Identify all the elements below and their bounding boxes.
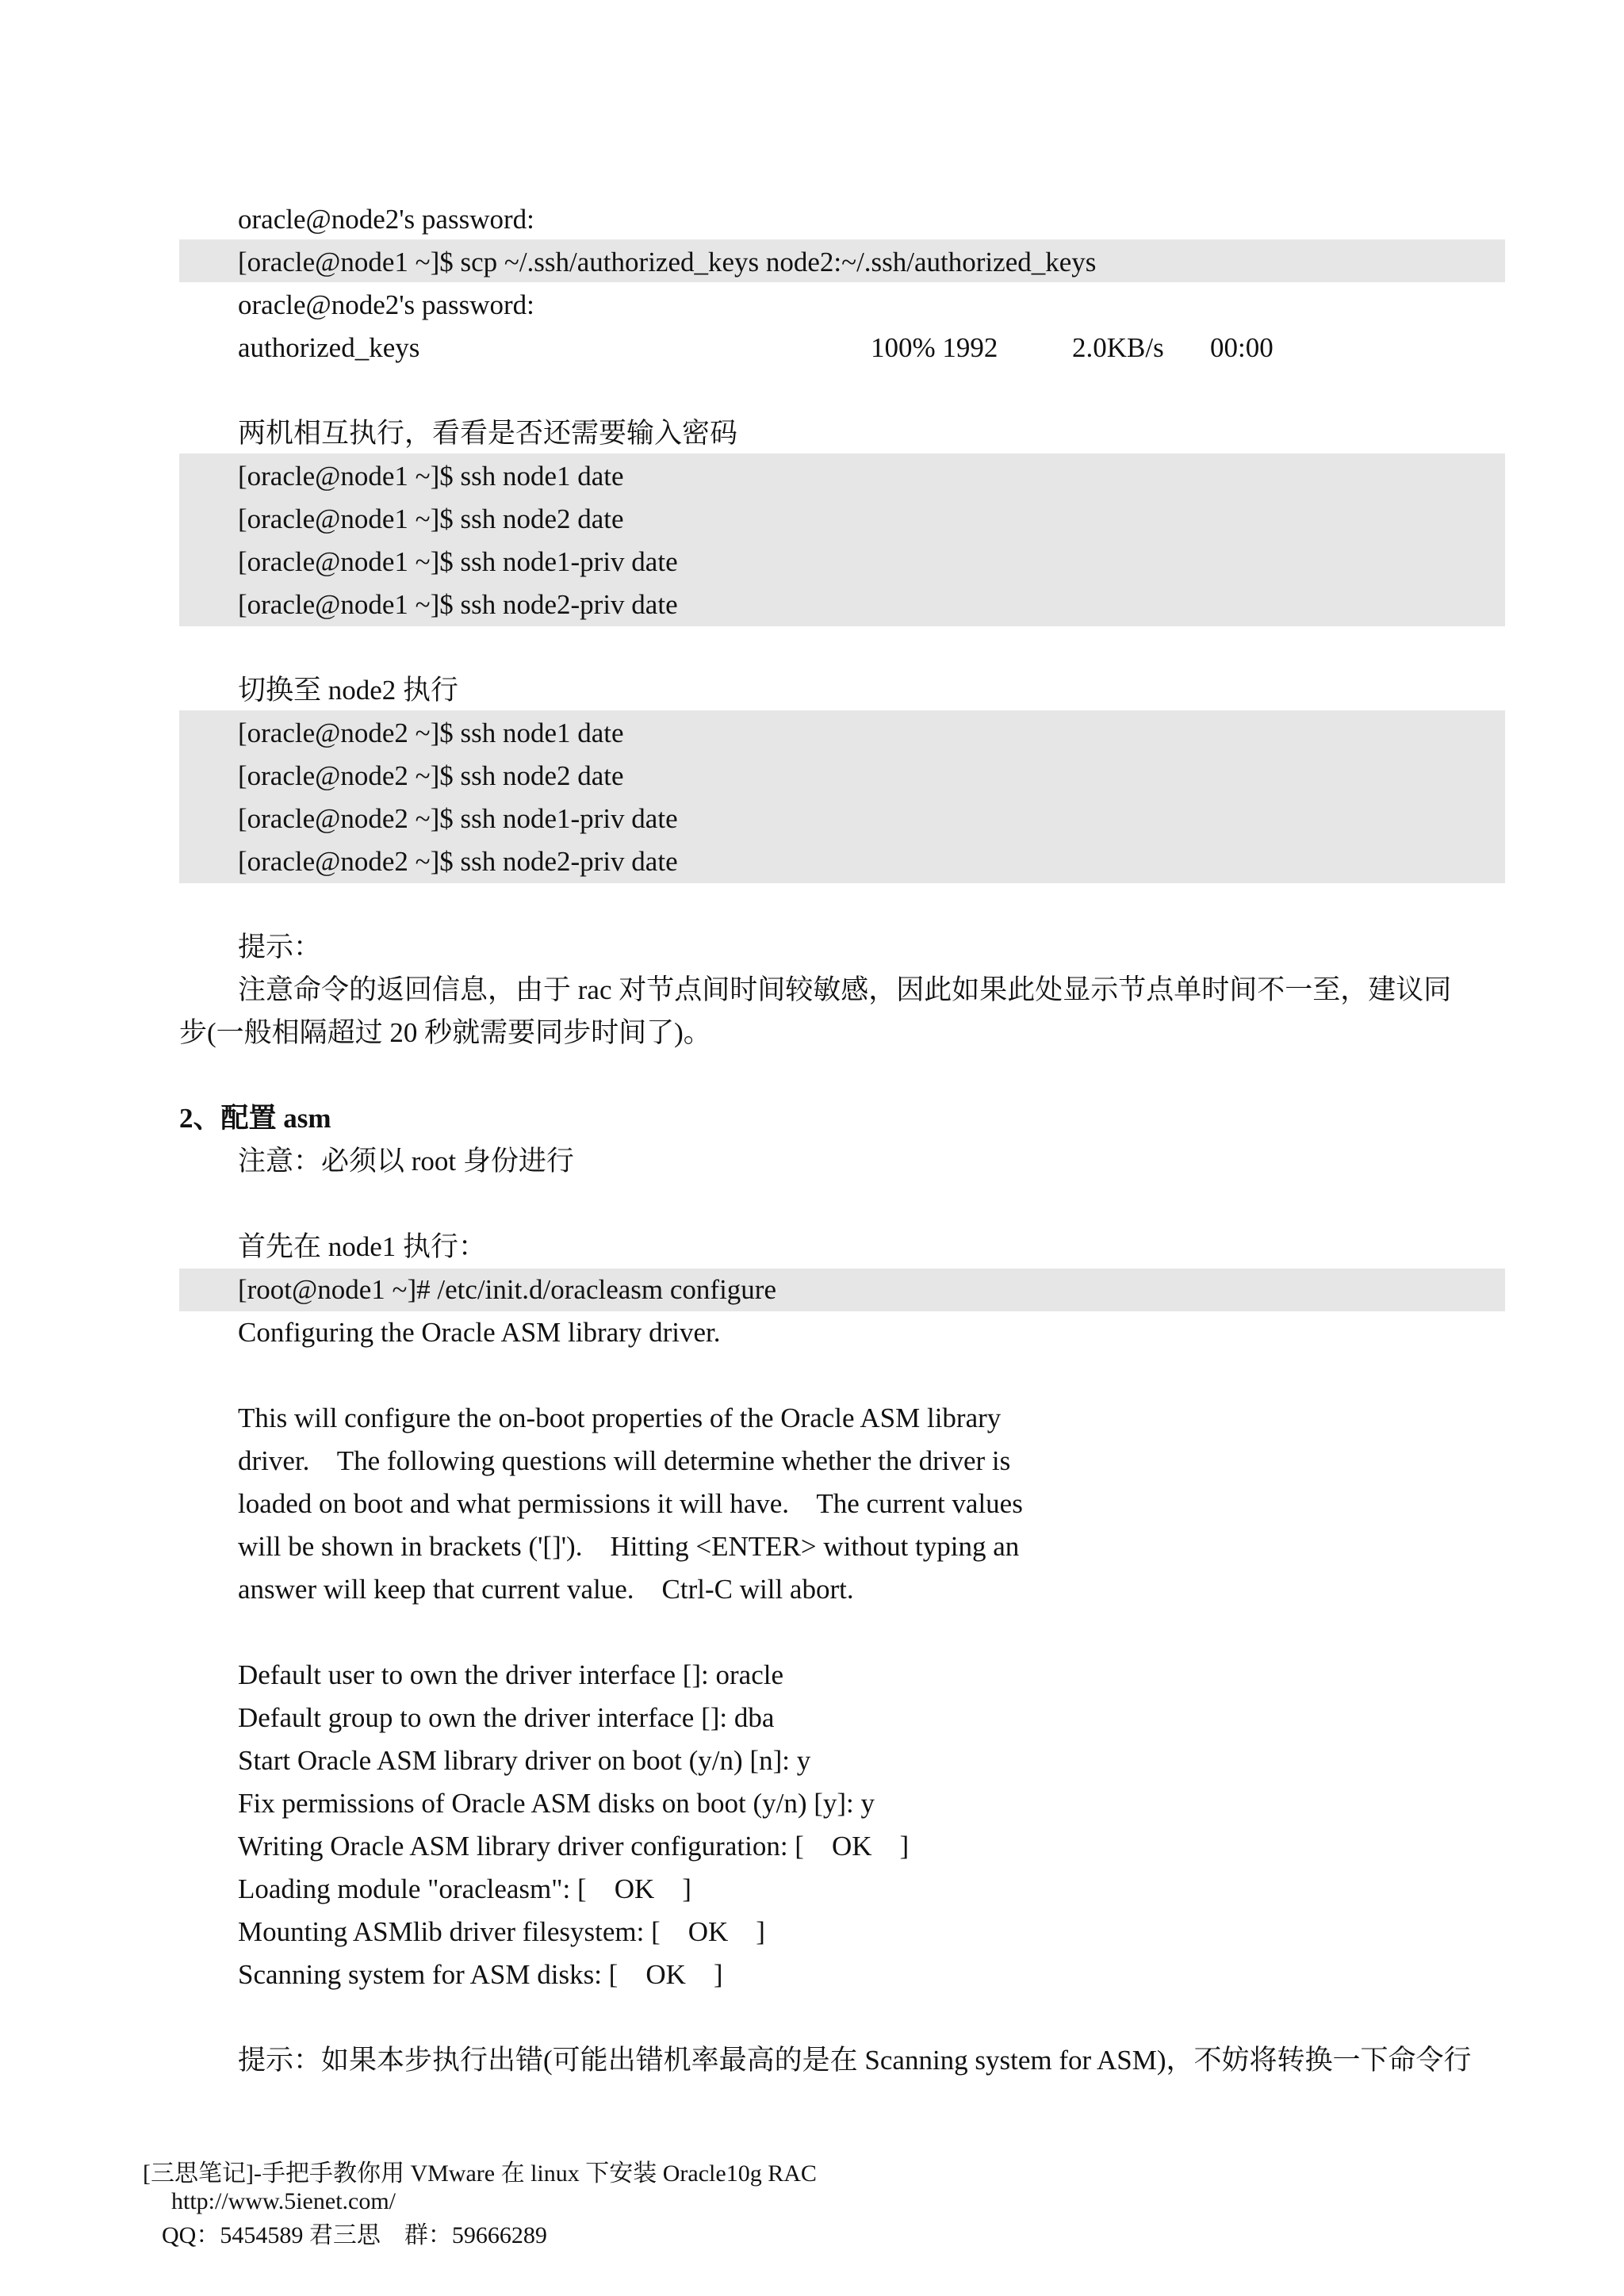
- footer-contact: QQ：5454589 君三思 群：59666289: [162, 2222, 547, 2248]
- page-footer: [119, 2126, 817, 2277]
- tip-text: 步(一般相隔超过 20 秒就需要同步时间了)。: [179, 1017, 711, 1048]
- footer-url[interactable]: http://www.5ienet.com/: [171, 2188, 396, 2214]
- tip-text: 注意命令的返回信息，由于 rac 对节点间时间较敏感，因此如果此处显示节点单时间不一至，建议同: [238, 974, 1452, 1005]
- output-line: Fix permissions of Oracle ASM disks on boot (y/n) [y]: y: [238, 1788, 875, 1819]
- tip-text: 提示：如果本步执行出错(可能出错机率最高的是在 Scanning system for ASM)，不妨将转换一下命令行: [238, 2045, 1472, 2076]
- code-line: [oracle@node1 ~]$ ssh node1-priv date: [238, 546, 678, 577]
- section-heading: 2、配置 asm: [179, 1103, 331, 1134]
- text-line: 两机相互执行，看看是否还需要输入密码: [238, 418, 738, 449]
- transfer-percent: 100% 1992: [871, 332, 998, 363]
- output-line: answer will keep that current value. Ctrl-C will abort.: [238, 1574, 854, 1605]
- output-line: Default user to own the driver interface []: oracle: [238, 1659, 784, 1690]
- text-line: oracle@node2's password:: [238, 204, 534, 235]
- code-line: [root@node1 ~]# /etc/init.d/oracleasm configure: [238, 1274, 776, 1305]
- text-line: 切换至 node2 执行: [238, 675, 459, 706]
- output-line: Default group to own the driver interface []: dba: [238, 1702, 775, 1733]
- transfer-status-line: [238, 327, 1348, 369]
- code-line: [oracle@node2 ~]$ ssh node2 date: [238, 760, 624, 791]
- footer-title: [三思笔记]-手把手教你用 VMware 在 linux 下安装 Oracle10g RAC: [143, 2160, 817, 2187]
- transfer-time: 00:00: [1210, 332, 1274, 363]
- output-line: Loading module "oracleasm": [ OK ]: [238, 1873, 691, 1904]
- code-line: [oracle@node1 ~]$ ssh node2-priv date: [238, 589, 678, 620]
- code-line: [oracle@node2 ~]$ ssh node1 date: [238, 718, 624, 748]
- output-line: Scanning system for ASM disks: [ OK ]: [238, 1959, 723, 1990]
- code-line: [oracle@node2 ~]$ ssh node2-priv date: [238, 846, 678, 877]
- output-line: Configuring the Oracle ASM library driver.: [238, 1317, 721, 1348]
- code-line: [oracle@node2 ~]$ ssh node1-priv date: [238, 803, 678, 834]
- code-line: [oracle@node1 ~]$ scp ~/.ssh/authorized_keys node2:~/.ssh/authorized_keys: [238, 247, 1097, 277]
- output-line: Writing Oracle ASM library driver configuration: [ OK ]: [238, 1831, 910, 1862]
- transfer-rate: 2.0KB/s: [1072, 332, 1164, 363]
- output-line: loaded on boot and what permissions it will have. The current values: [238, 1488, 1023, 1519]
- text-line: oracle@node2's password:: [238, 289, 534, 320]
- output-line: Start Oracle ASM library driver on boot (y/n) [n]: y: [238, 1745, 811, 1776]
- output-line: Mounting ASMlib driver filesystem: [ OK ]: [238, 1916, 765, 1947]
- code-line: [oracle@node1 ~]$ ssh node2 date: [238, 503, 624, 534]
- text-line: 首先在 node1 执行：: [238, 1231, 487, 1262]
- output-line: will be shown in brackets ('[]'). Hitting <ENTER> without typing an: [238, 1531, 1020, 1562]
- transfer-file-name: authorized_keys: [238, 332, 420, 363]
- tip-label: 提示：: [238, 932, 322, 962]
- output-line: driver. The following questions will determine whether the driver is: [238, 1445, 1011, 1476]
- output-line: This will configure the on-boot properties of the Oracle ASM library: [238, 1402, 1002, 1433]
- code-line: [oracle@node1 ~]$ ssh node1 date: [238, 461, 624, 492]
- text-line: 注意：必须以 root 身份进行: [238, 1146, 574, 1177]
